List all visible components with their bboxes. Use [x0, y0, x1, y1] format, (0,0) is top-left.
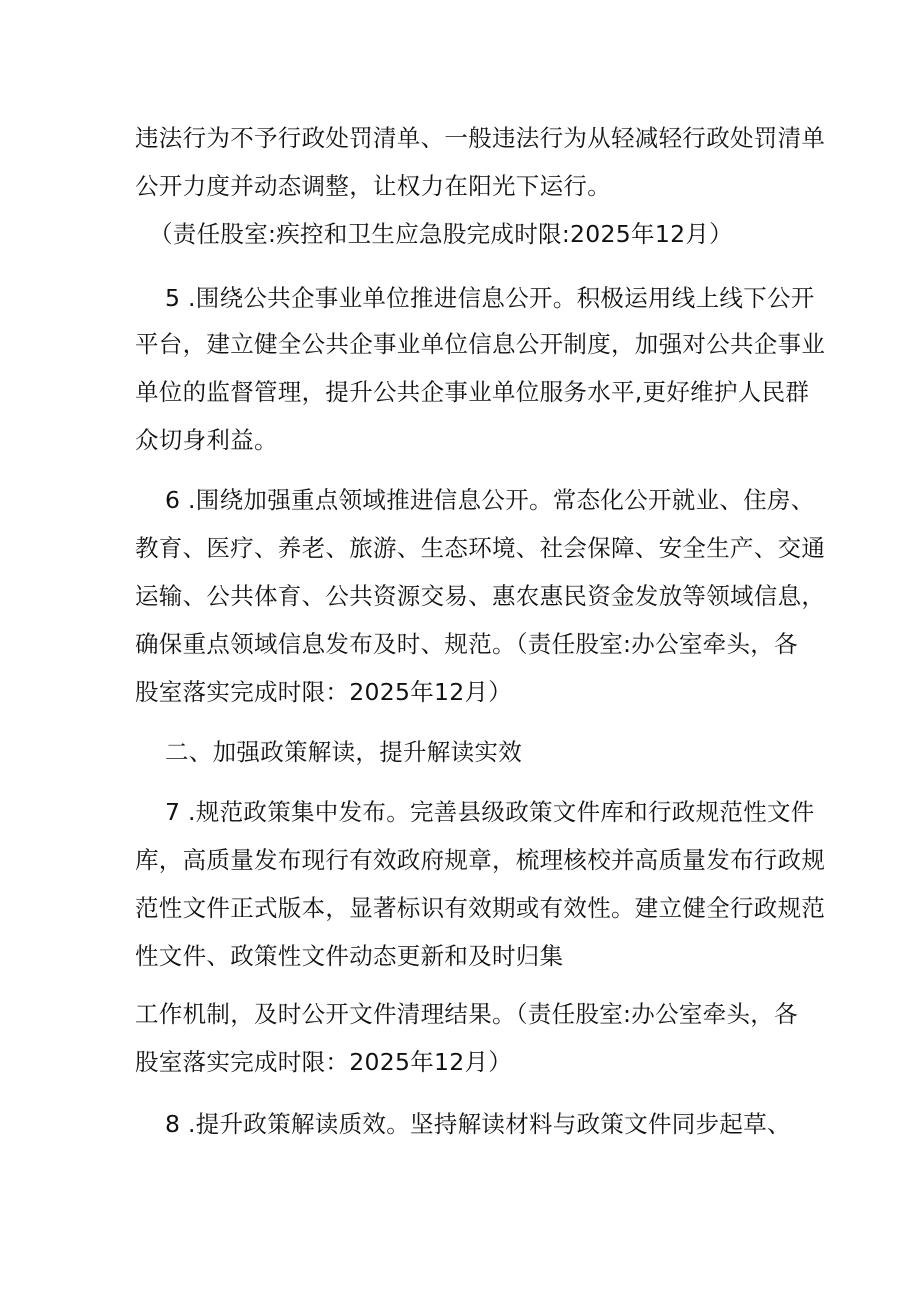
text-line: 性文件、政策性文件动态更新和及时归集: [135, 942, 564, 970]
text-line: 违法行为不予行政处罚清单、一般违法行为从轻减轻行政处罚清单: [135, 124, 826, 152]
text-line: 库，高质量发布现行有效政府规章，梳理核校并高质量发布行政规: [135, 846, 826, 874]
text-line: 确保重点领域信息发布及时、规范。（责任股室:办公室牵头，各: [135, 630, 798, 658]
text-line: 众切身利益。: [135, 426, 278, 454]
text-line: 运输、公共体育、公共资源交易、惠农惠民资金发放等领域信息，: [135, 582, 826, 610]
section-heading: 二、加强政策解读，提升解读实效: [165, 738, 522, 766]
text-line: 教育、医疗、养老、旅游、生态环境、社会保障、安全生产、交通: [135, 534, 826, 562]
text-line: （责任股室:疾控和卫生应急股完成时限:2025年12月）: [149, 220, 733, 248]
paragraph-start-5: 5 .围绕公共企事业单位推进信息公开。积极运用线上线下公开: [165, 284, 815, 312]
text-line: 股室落实完成时限：2025年12月）: [135, 1048, 513, 1076]
text-line: 公开力度并动态调整，让权力在阳光下运行。: [135, 172, 611, 200]
text-line: 范性文件正式版本，显著标识有效期或有效性。建立健全行政规范: [135, 894, 826, 922]
text-line: 平台，建立健全公共企事业单位信息公开制度，加强对公共企事业: [135, 330, 826, 358]
paragraph-start-8: 8 .提升政策解读质效。坚持解读材料与政策文件同步起草、: [165, 1110, 791, 1138]
paragraph-start-6: 6 .围绕加强重点领域推进信息公开。常态化公开就业、住房、: [165, 486, 815, 514]
text-line: 单位的监督管理，提升公共企事业单位服务水平,更好维护人民群: [135, 378, 810, 406]
text-line: 工作机制，及时公开文件清理结果。（责任股室:办公室牵头，各: [135, 1000, 798, 1028]
text-line: 股室落实完成时限：2025年12月）: [135, 678, 513, 706]
paragraph-start-7: 7 .规范政策集中发布。完善县级政策文件库和行政规范性文件: [165, 798, 815, 826]
